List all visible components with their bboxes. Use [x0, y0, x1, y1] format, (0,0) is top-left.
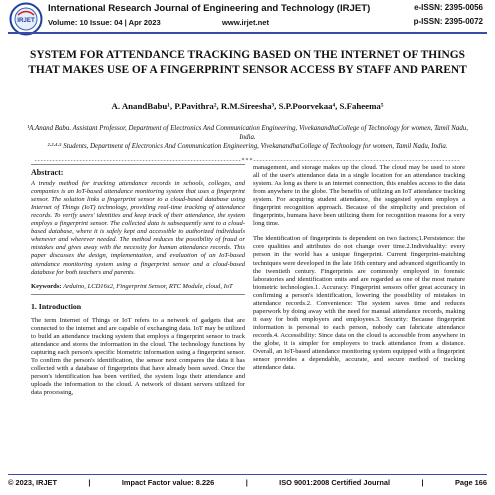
footer-page-number: Page 166 [454, 478, 487, 487]
abstract-text: A trendy method for tracking attendance records in schools, colleges, and companies is an IoT-based attendance monitoring system that uses a fingerprint sensor. The solution links a fingerprint sensor to a cloud-based database using Internet of Things (IoT) technology, providing real-time tracking of attendance records. To verify users' identities and keep track of their attendance, the system employs a fingerprint sensor. The collected data is subsequently sent to a cloud-based database, where it is safely kept and accessible to authorized individuals whenever and wherever needed. The method reduces the possibility of fraud or mistakes and gives away with the necessity for human attendance records. This paper discusses the design, implementation, and evaluation of an IoT-based attendance monitoring system using a fingerprint sensor and a cloud-based database for both teachers and parents. [31, 180, 245, 276]
affiliation-1: ¹A.Anand Babu. Assistant Professor, Department of Electronics And Communication Engineering, VivekanandhaCollege of Technology for women, Tamil Nadu, India. [27, 125, 468, 141]
author-list: A. AnandBabu¹, P.Pavithra², R.M.Sireesha³, S.P.Poorvekaa⁴, S.Faheema⁵ [111, 101, 384, 111]
footer-separator: | [421, 478, 424, 487]
keywords-label: Keywords: [31, 282, 62, 290]
page-footer [8, 478, 487, 487]
footer-divider [8, 474, 487, 475]
footer-impact-factor: Impact Factor value: 8.226 [121, 478, 215, 487]
footer-copyright: © 2023, IRJET [8, 478, 57, 487]
affiliation-2: ²·³·⁴·⁵ Students, Department of Electronics And Communication Engineering, VivekanandhaCollege of Technology for women, Tamil Nadu, India. [47, 143, 448, 150]
volume-issue: Volume: 10 Issue: 04 | Apr 2023 [48, 18, 161, 27]
header-divider [8, 32, 487, 34]
keywords [31, 283, 245, 291]
e-issn: e-ISSN: 2395-0056 [414, 3, 483, 12]
logo-text: IRJET [17, 17, 35, 24]
keywords-text: Arduino, LCD16x2, Fingerprint Sensor, RTC Module, cloud, IoT [61, 282, 233, 290]
section-separator: ---------------------------------------------------------------------***--------------------------------------------------------------------- [34, 158, 461, 164]
irjet-logo [9, 2, 43, 36]
journal-header [0, 0, 495, 40]
introduction-text: The term Internet of Things or IoT refers to a network of gadgets that are connected to the internet and are capable of exchanging data. IoT may be utilized to build an attendance tracking system that employs a fingerprint sensor to track attendance and stores the information in the cloud. The technology functions by capturing each person's specific biometric information using a fingerprint sensor. To confirm the person's identification, the sensor next compares the data it has collected with a database of fingerprints that have already been saved. Once the person's identification has been verified, the system logs their attendance and uploads the information to the cloud. A network of distant servers utilized for data processing, [31, 316, 245, 397]
p-issn: p-ISSN: 2395-0072 [413, 17, 483, 26]
abstract-box [31, 164, 245, 295]
journal-website-link[interactable]: www.irjet.net [222, 18, 269, 27]
paper-title: SYSTEM FOR ATTENDANCE TRACKING BASED ON THE INTERNET OF THINGS THAT MAKES USE OF A FINGERPRINT SENSOR ACCESS BY STAFF AND PARENT [28, 49, 467, 76]
footer-separator: | [88, 478, 91, 487]
body-paragraph-2: The identification of fingerprints is dependent on two factors;1.Persistence: the core qualities and attributes do not change over time.2.Individuality: every person in the world has a unique fingerprint. Current fingerprint-matching techniques were developed in the late 16th century and advanced significantly in the twentieth century. Fingerprints are commonly employed in forensic laboratories and identification units and are regarded as one of the most mature biometric technologies.1. Accuracy: Fingerprint sensors offer great accuracy in confirming a person's identification, lowering the possibility of mistakes in attendance records.2. Convenience: The system saves time and reduces paperwork by doing away with the need for manual attendance records, making it easy for both employers and employees.3. Security: Because fingerprint information is personal to each person, nobody can fabricate attendance records.4. Accessibility: Since data on the cloud is accessible from anywhere in the globe, it is simpler for employers to track attendance from a distance. Overall, an IoT-based attendance monitoring system equipped with a fingerprint sensor provides a dependable, accurate, and secure method of tracking attendance data. [253, 235, 465, 372]
footer-iso: ISO 9001:2008 Certified Journal [279, 478, 391, 487]
abstract-heading: Abstract: [31, 168, 64, 177]
journal-name: International Research Journal of Engineering and Technology (IRJET) [48, 3, 371, 14]
body-paragraph-1: management, and storage makes up the cloud. The cloud may be used to store all of the user's attendance data in a single location for an attendance tracking system. As long as there is an internet connection, this enables access to the data from anywhere in the globe. The benefits of utilizing an IoT attendance tracking system. For acquiring student attendance, the suggested system employs a fingerprint recognition approach. Because of the simplicity and precision of fingerprints, humans have been utilizing them for recognition reasons for a very long time. [253, 164, 465, 228]
left-column [31, 164, 245, 404]
footer-separator: | [245, 478, 248, 487]
right-column [253, 164, 465, 379]
introduction-heading: 1. Introduction [31, 301, 82, 311]
